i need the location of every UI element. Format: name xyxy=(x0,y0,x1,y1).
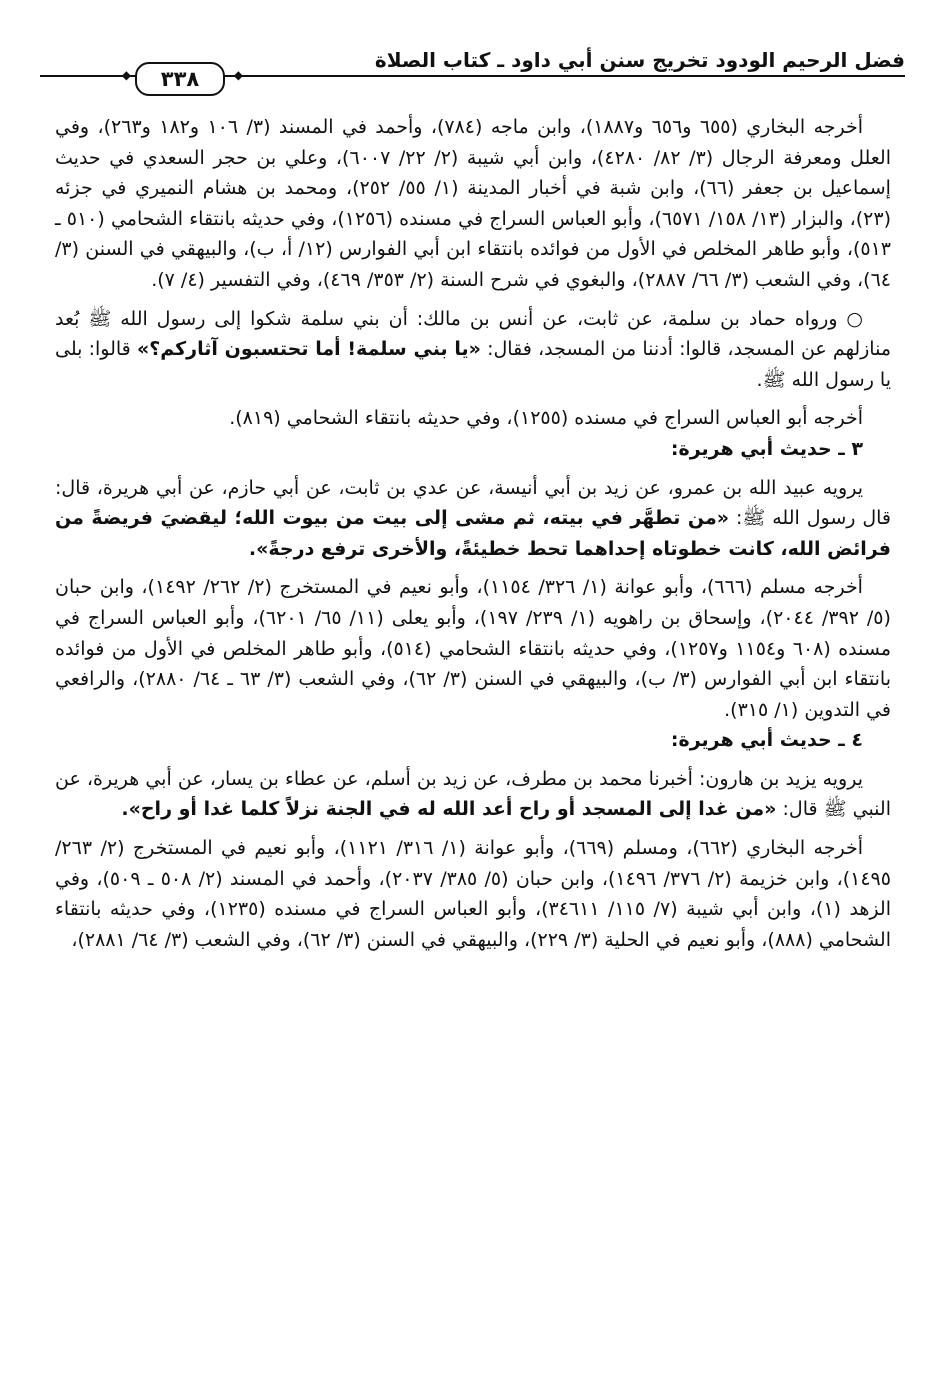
hadith-text: «يا بني سلمة! أما تحتسبون آثاركم؟» xyxy=(136,338,481,361)
page-number: ٣٣٨ xyxy=(135,62,225,96)
page-header xyxy=(40,40,905,100)
paragraph-abu-hurayra-3 xyxy=(55,473,891,565)
paragraph-takhrij-1: أخرجه البخاري (٦٥٥ و٦٥٦ و١٨٨٧)، وابن ماجه (٧٨٤)، وأحمد في المسند (٣/ ١٠٦ و١٨٢ و٢٦٣)، وفي العلل ومعرفة الرجال (٣/ ٨٢/ ٤٢٨٠)، وابن أبي شيبة (٢/ ٢٢/ ٦٠٠٧)، وعلي بن حجر السعدي في حديث إسماعيل بن جعفر (٦٦)، وابن شبة في أخبار المدينة (١/ ٥٥/ ٢٥٢)، ومحمد بن هشام النميري في جزئه (٢٣)، والبزار (١٣/ ١٥٨/ ٦٥٧١)، وأبو العباس السراج في مسنده (١٢٥٦)، وفي حديثه بانتقاء الشحامي (٥١٠ ـ ٥١٣)، وأبو طاهر المخلص في الأول من فوائده بانتقاء ابن أبي الفوارس (١٢/ أ، ب)، والبيهقي في السنن (٣/ ٦٤)، وفي الشعب (٣/ ٦٦/ ٢٨٨٧)، والبغوي في شرح السنة (٢/ ٣٥٣/ ٤٦٩)، وفي التفسير (٤/ ٧). xyxy=(55,116,891,291)
narration-text: يرويه عبيد الله بن عمرو، عن زيد بن أبي أنيسة، عن عدي بن ثابت، عن أبي حازم، عن أبي هريرة، قال: قال رسول الله ﷺ: xyxy=(55,476,892,530)
paragraph-takhrij-4: أخرجه البخاري (٦٦٢)، ومسلم (٦٦٩)، وأبو عوانة (١/ ٣١٦/ ١١٢١)، وأبو نعيم في المستخرج (٢/ ٢٦٣/ ١٤٩٥)، وابن خزيمة (٢/ ٣٧٦/ ١٤٩٦)، وابن حبان (٥/ ٣٨٥/ ٢٠٣٧)، وأحمد في المسند (٢/ ٥٠٨ ـ ٥٠٩)، وفي الزهد (١)، وابن أبي شيبة (٧/ ١١٥/ ٣٤٦١١)، وأبو العباس السراج في مسنده (١٢٣٥)، وفي حديثه بانتقاء الشحامي (٨٨٨)، وأبو نعيم في الحلية (٣/ ٢٢٩)، والبيهقي في السنن (٣/ ٦٢)، وفي الشعب (٣/ ٦٤/ ٢٨٨١)، xyxy=(55,837,891,951)
hadith-text: «من تطهَّر في بيته، ثم مشى إلى بيت من بيوت الله؛ ليقضيَ فريضةً من فرائض الله، كانت خطوتاه إحداهما تحط خطيئةً، والأخرى ترفع درجةً». xyxy=(55,507,891,560)
ornament-left-icon: ◆ xyxy=(121,68,131,82)
narration-text: يرويه يزيد بن هارون: أخبرنا محمد بن مطرف، عن زيد بن أسلم، عن عطاء بن يسار، عن أبي هريرة، عن النبي ﷺ قال: xyxy=(55,767,891,821)
section-heading-3: ٣ ـ حديث أبي هريرة: xyxy=(670,437,863,460)
section-heading-4: ٤ ـ حديث أبي هريرة: xyxy=(670,729,863,752)
paragraph-takhrij-2: أخرجه أبو العباس السراج في مسنده (١٢٥٥)، وفي حديثه بانتقاء الشحامي (٨١٩). xyxy=(229,407,863,430)
ornament-right-icon: ◆ xyxy=(233,68,243,82)
running-title: فضل الرحيم الودود تخريج سنن أبي داود ـ كتاب الصلاة xyxy=(374,48,905,72)
paragraph-hammad-narration xyxy=(55,304,891,396)
page-body xyxy=(55,112,891,955)
narration-text-end: قالوا: بلى يا رسول الله ﷺ. xyxy=(55,338,891,391)
hadith-text: «من غدا إلى المسجد أو راح أعد الله له في الجنة نزلاً كلما غدا أو راح». xyxy=(121,798,777,821)
paragraph-takhrij-3: أخرجه مسلم (٦٦٦)، وأبو عوانة (١/ ٣٢٦/ ١١٥٤)، وأبو نعيم في المستخرج (٢/ ٢٦٢/ ١٤٩٢)، وابن حبان (٥/ ٣٩٢/ ٢٠٤٤)، وإسحاق بن راهويه (١/ ٢٣٩/ ١٩٧)، وأبو يعلى (١١/ ٦٥/ ٦٢٠١)، وأبو العباس السراج في مسنده (٦٠٨ و١١٥٤ و١٢٥٧)، وفي حديثه بانتقاء الشحامي (٥١٤)، وأبو طاهر المخلص في الأول من فوائده بانتقاء ابن أبي الفوارس (٣/ ب)، والبيهقي في السنن (٣/ ٦٢)، وفي الشعب (٣/ ٦٣ ـ ٦٤/ ٢٨٨٠)، والرافعي في التدوين (١/ ٣١٥). xyxy=(55,576,891,721)
paragraph-abu-hurayra-4 xyxy=(55,764,891,825)
narration-text: ○ ورواه حماد بن سلمة، عن ثابت، عن أنس بن مالك: أن بني سلمة شكوا إلى رسول الله ﷺ بُعد منازلهم عن المسجد، قالوا: أدننا من المسجد، فقال: xyxy=(55,307,892,361)
